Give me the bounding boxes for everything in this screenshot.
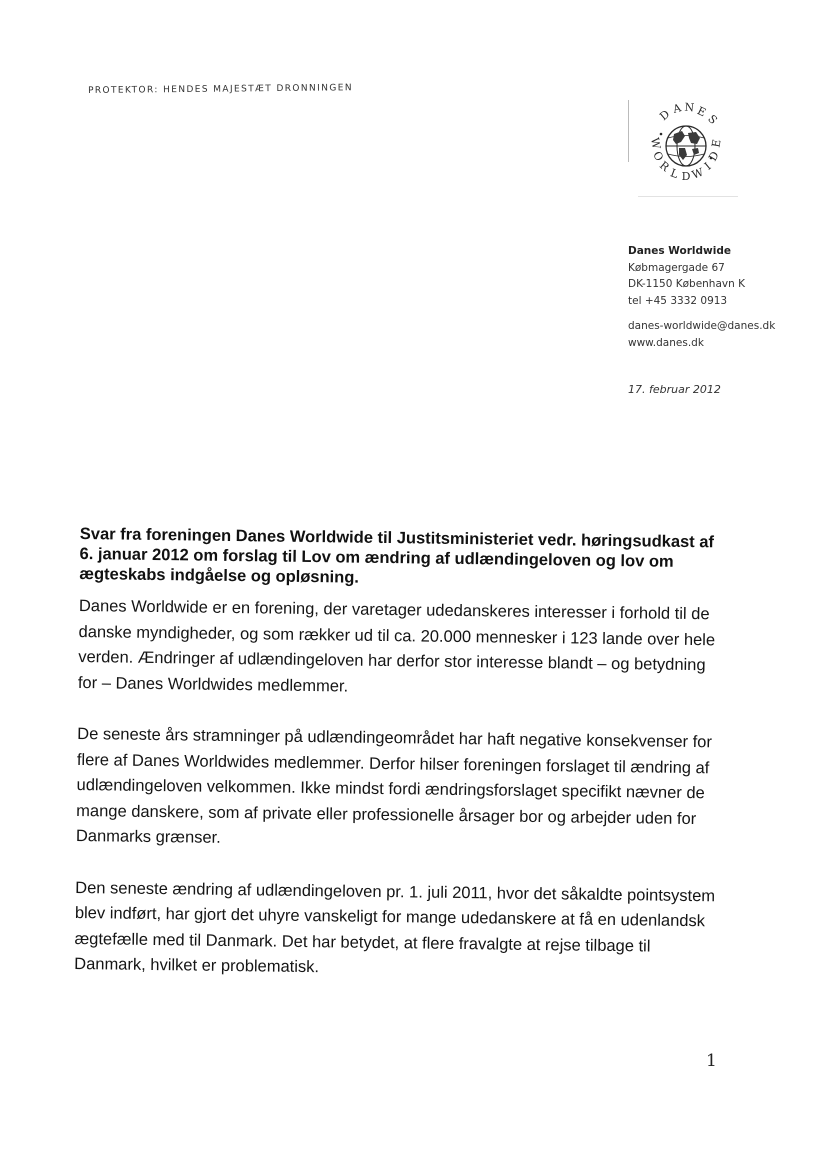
logo-letter: N <box>683 100 695 115</box>
sender-address <box>628 243 808 351</box>
paragraph: Danes Worldwide er en forening, der varetager udedanskeres interesser i forhold til de danske myndigheder, og som rækker ud til ca. 20.000 mennesker i 123 lande over hele verden. Ændringer af udlændingeloven har derfor stor interesse blandt – og betydning for – Danes Worldwides medlemmer. <box>77 596 716 696</box>
logo-letter: R <box>656 158 672 174</box>
logo-letter: E <box>695 104 708 120</box>
logo-letter: D <box>681 170 691 183</box>
logo-letter: A <box>671 101 683 116</box>
logo-letter: D <box>706 149 722 164</box>
logo-divider <box>628 100 629 162</box>
sender-city: DK-1150 København K <box>628 278 745 290</box>
logo-letter: I <box>701 159 714 173</box>
sender-phone: tel +45 3332 0913 <box>628 294 728 307</box>
sender-email: danes-worldwide@danes.dk <box>628 320 776 332</box>
paragraph: De seneste års stramninger på udlændingeområdet har haft negative konsekvenser for flere af Danes Worldwides medlemmer. Derfor hilser foreningen forslaget til ændring af udlændingeloven velkommen. Ikke mindst fordi ændringsforslaget specifikt nævner de mange danskere, som af private eller professionelle årsager bor og arbejder uden for Danmarks grænser. <box>75 724 713 847</box>
logo-letter: O <box>650 149 666 164</box>
letter-heading: Svar fra foreningen Danes Worldwide til Justitsministeriet vedr. høringsudkast af 6. januar 2012 om forslag til Lov om ændring af udlændingeloven og lov om ægteskabs indgåelse og opløsning. <box>79 524 715 587</box>
page-number: 1 <box>706 1051 717 1071</box>
logo-letter: W <box>690 165 706 182</box>
sender-website: www.danes.dk <box>628 336 704 349</box>
logo-letter: S <box>705 112 720 127</box>
logo-letter: D <box>657 107 673 124</box>
logo-letter: L <box>668 166 680 182</box>
letter-body <box>74 524 730 1012</box>
logo-letter: W <box>648 136 663 151</box>
paragraph: Den seneste ændring af udlændingeloven pr. 1. juli 2011, hvor det såkaldte pointsystem blev indført, har gjort det uhyre vanskeligt for mange udedanskere at få en udenlandsk ægtefælle med til Danmark. Det har betydet, at flere fravalgte at rejse tilbage til Danmark, hvilket er problematisk. <box>74 878 716 977</box>
logo-letter: E <box>709 138 724 149</box>
letter-date: 17. februar 2012 <box>628 383 721 396</box>
sender-org-name: Danes Worldwide <box>628 245 731 257</box>
danes-worldwide-logo <box>638 98 734 194</box>
protektor-line: PROTEKTOR: HENDES MAJESTÆT DRONNINGEN <box>88 83 353 96</box>
sender-street: Købmagergade 67 <box>628 261 725 274</box>
logo-underline <box>638 196 738 197</box>
